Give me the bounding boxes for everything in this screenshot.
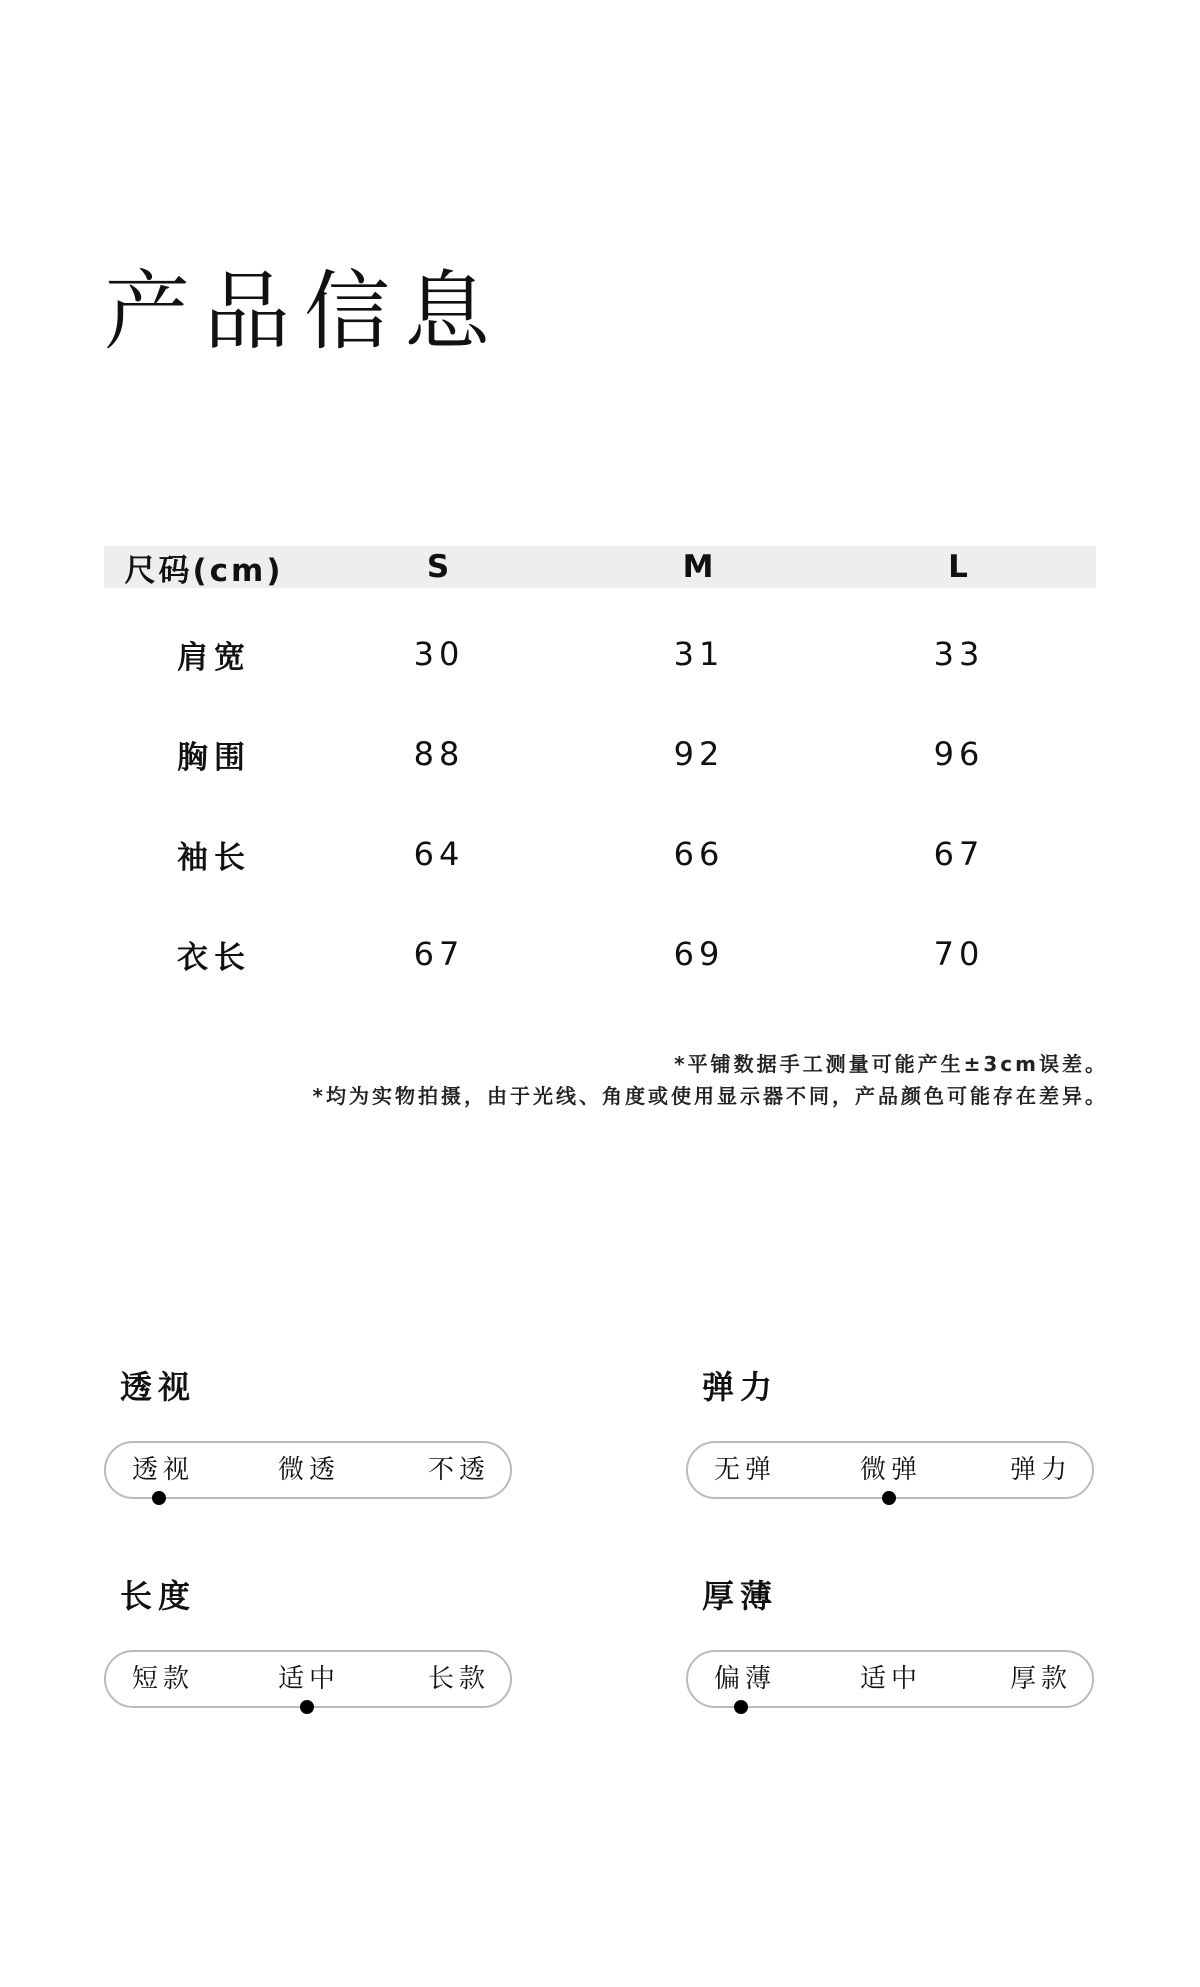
header-size-m: M: [682, 549, 716, 585]
selected-dot-indicator: [882, 1491, 896, 1505]
measurement-notes: [313, 1048, 1108, 1112]
size-table: [104, 546, 1096, 1004]
header-size-l: L: [948, 549, 970, 585]
row-value-l: 67: [933, 835, 985, 873]
row-label: 胸围: [177, 739, 251, 776]
row-value-m: 92: [673, 735, 725, 773]
row-value-m: 69: [673, 935, 725, 973]
attribute-scale: [686, 1650, 1094, 1708]
row-value-m: 66: [673, 835, 725, 873]
row-value-l: 70: [933, 935, 985, 973]
row-label: 衣长: [177, 939, 251, 976]
note-measurement-error: *平铺数据手工测量可能产生±3cm误差。: [674, 1052, 1108, 1076]
scale-option: 微透: [278, 1455, 341, 1485]
scale-option: 微弹: [860, 1455, 923, 1485]
header-size-unit: 尺码(cm): [124, 552, 284, 589]
attribute-opacity: [104, 1365, 514, 1499]
row-value-l: 33: [933, 635, 985, 673]
attribute-stretch: [686, 1365, 1096, 1499]
row-label: 肩宽: [177, 639, 251, 676]
attribute-title: 弹力: [702, 1368, 779, 1406]
table-row-sleeve: [104, 804, 1096, 904]
scale-option: 短款: [132, 1664, 195, 1694]
row-value-s: 67: [413, 935, 465, 973]
scale-option: 适中: [278, 1664, 341, 1694]
attribute-length: [104, 1574, 514, 1708]
attribute-thickness: [686, 1574, 1096, 1708]
table-row-length: [104, 904, 1096, 1004]
scale-option: 不透: [428, 1455, 491, 1485]
page-title: 产品信息: [104, 262, 504, 362]
row-label: 袖长: [177, 839, 251, 876]
attribute-scale: [104, 1441, 512, 1499]
row-value-s: 88: [413, 735, 465, 773]
size-table-header: [104, 546, 1096, 588]
attribute-title: 透视: [120, 1368, 197, 1406]
row-value-s: 30: [413, 635, 465, 673]
attribute-scale: [686, 1441, 1094, 1499]
attribute-title: 长度: [120, 1577, 197, 1615]
scale-option: 厚款: [1010, 1664, 1073, 1694]
scale-option: 无弹: [714, 1455, 777, 1485]
note-color-difference: *均为实物拍摄，由于光线、角度或使用显示器不同，产品颜色可能存在差异。: [312, 1084, 1108, 1108]
row-value-s: 64: [413, 835, 465, 873]
row-value-m: 31: [673, 635, 725, 673]
selected-dot-indicator: [152, 1491, 166, 1505]
scale-option: 长款: [428, 1664, 491, 1694]
scale-option: 弹力: [1010, 1455, 1073, 1485]
selected-dot-indicator: [300, 1700, 314, 1714]
header-size-s: S: [426, 549, 452, 585]
table-row-shoulder: [104, 604, 1096, 704]
attribute-scale: [104, 1650, 512, 1708]
attribute-title: 厚薄: [702, 1577, 779, 1615]
row-value-l: 96: [933, 735, 985, 773]
scale-option: 适中: [860, 1664, 923, 1694]
scale-option: 透视: [132, 1455, 195, 1485]
selected-dot-indicator: [734, 1700, 748, 1714]
table-row-chest: [104, 704, 1096, 804]
scale-option: 偏薄: [714, 1664, 777, 1694]
